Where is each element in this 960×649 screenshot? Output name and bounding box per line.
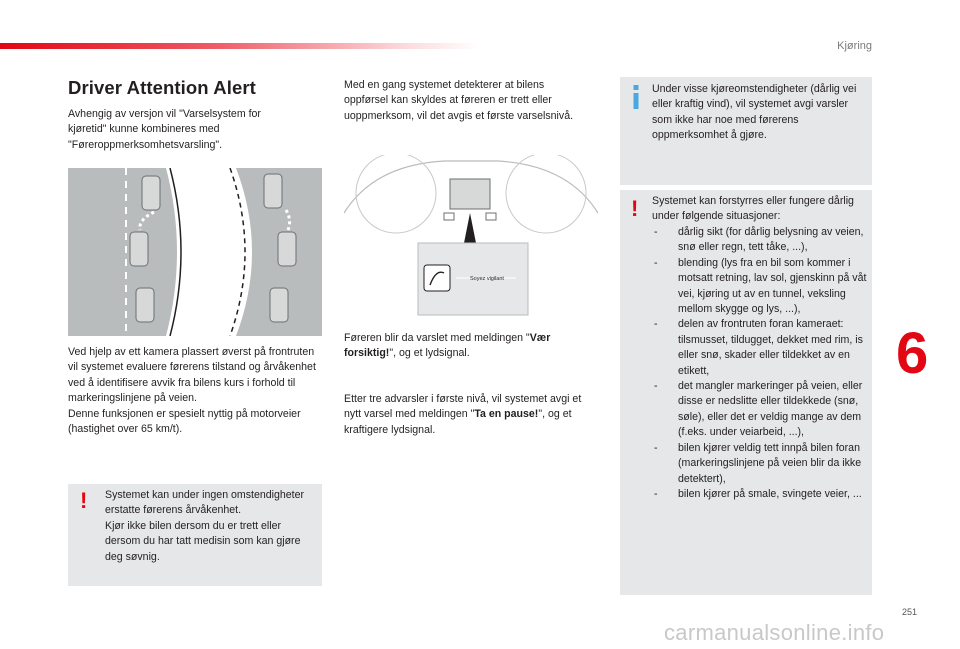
list-item: - blending (lys fra en bil som kommer i motsatt retning, lav sol, gjenskinn på våt vei, kjøring ut av en tunnel, veksling mellom skygge og lys, ...), (652, 256, 868, 318)
warning-exclamation-icon: ! (80, 488, 88, 513)
info-box-text: Under visse kjøreomstendigheter (dårlig vei eller kraftig vind), vil systemet avgi varsler som ikke har noe med førerens oppmerksomhet å gjøre. (652, 83, 857, 142)
function-paragraph: Denne funksjonen er spesielt nyttig på motorveier (hastighet over 65 km/t). (68, 408, 301, 436)
warning-exclamation-icon: ! (631, 196, 639, 221)
header-accent-bar (0, 43, 480, 49)
first-alert-message: Vær forsiktig! (344, 332, 551, 360)
watermark: carmanualsonline.info (664, 620, 885, 645)
disturbance-list (652, 225, 868, 502)
second-alert-message: Ta en pause! (474, 408, 539, 421)
first-alert-text-a: Føreren blir da varslet med meldingen " (344, 332, 530, 344)
section-label: Kjøring (837, 40, 872, 52)
warning-line-2: Kjør ikke bilen dersom du er trett eller dersom du har tatt medisin som kan gjøre deg søvnig. (105, 519, 301, 563)
screen-message: Soyez vigilant (470, 276, 504, 282)
second-alert-paragraph (344, 392, 584, 438)
second-alert-text-b: ", og et kraftigere lydsignal. (344, 408, 572, 436)
list-item: - dårlig sikt (for dårlig belysning av veien, snø eller regn, tett tåke, ...), (652, 225, 868, 256)
page-number: 251 (902, 607, 918, 617)
list-item: - bilen kjører veldig tett innpå bilen foran (markeringslinjene på veien blir da ikke detektert), (652, 441, 868, 487)
list-item: - det mangler markeringer på veien, eller disse er nedslitte eller tildekkede (snø, søle), eller det er veldig mange av dem (f.eks. under veiarbeid, ...), (652, 379, 868, 441)
page-title: Driver Attention Alert (68, 77, 256, 98)
list-item: - delen av frontruten foran kameraet: tilsmusset, tildugget, dekket med rim, is eller snø, skader eller tildekket av en etikett, (652, 317, 868, 379)
list-item: - bilen kjører på smale, svingete veier, ... (652, 487, 868, 502)
first-alert-paragraph (344, 331, 584, 362)
first-alert-text-b: ", og et lydsignal. (389, 347, 470, 360)
second-alert-text-a: Etter tre advarsler i første nivå, vil systemet avgi et nytt varsel med meldingen " (344, 393, 582, 421)
lane-drift-illustration (68, 168, 322, 336)
info-icon (631, 85, 641, 109)
warning-line-1: Systemet kan under ingen omstendigheter erstatte førerens årvåkenhet. (105, 489, 305, 517)
intro-paragraph: Avhengig av versjon vil "Varselsystem for kjøretid" kunne kombineres med "Føreroppmerksomhetsvarsling". (68, 108, 261, 151)
chapter-number: 6 (896, 321, 929, 386)
camera-paragraph: Ved hjelp av ett kamera plassert øverst på frontruten vil systemet evaluere førerens tilstand og årvåkenhet ved å identifisere avvik fra bilens kurs i forhold til markeringslinjene på veien. (68, 346, 316, 405)
warning-box-left-text (105, 488, 317, 565)
warning-box-right-intro: Systemet kan forstyrres eller fungere dårlig under følgende situasjoner: (652, 195, 854, 223)
first-level-paragraph: Med en gang systemet detekterer at bilens oppførsel kan skyldes at føreren er trett eller uoppmerksom, vil det avgis et første varselsnivå. (344, 79, 574, 122)
dashboard-alert-illustration (344, 155, 598, 325)
